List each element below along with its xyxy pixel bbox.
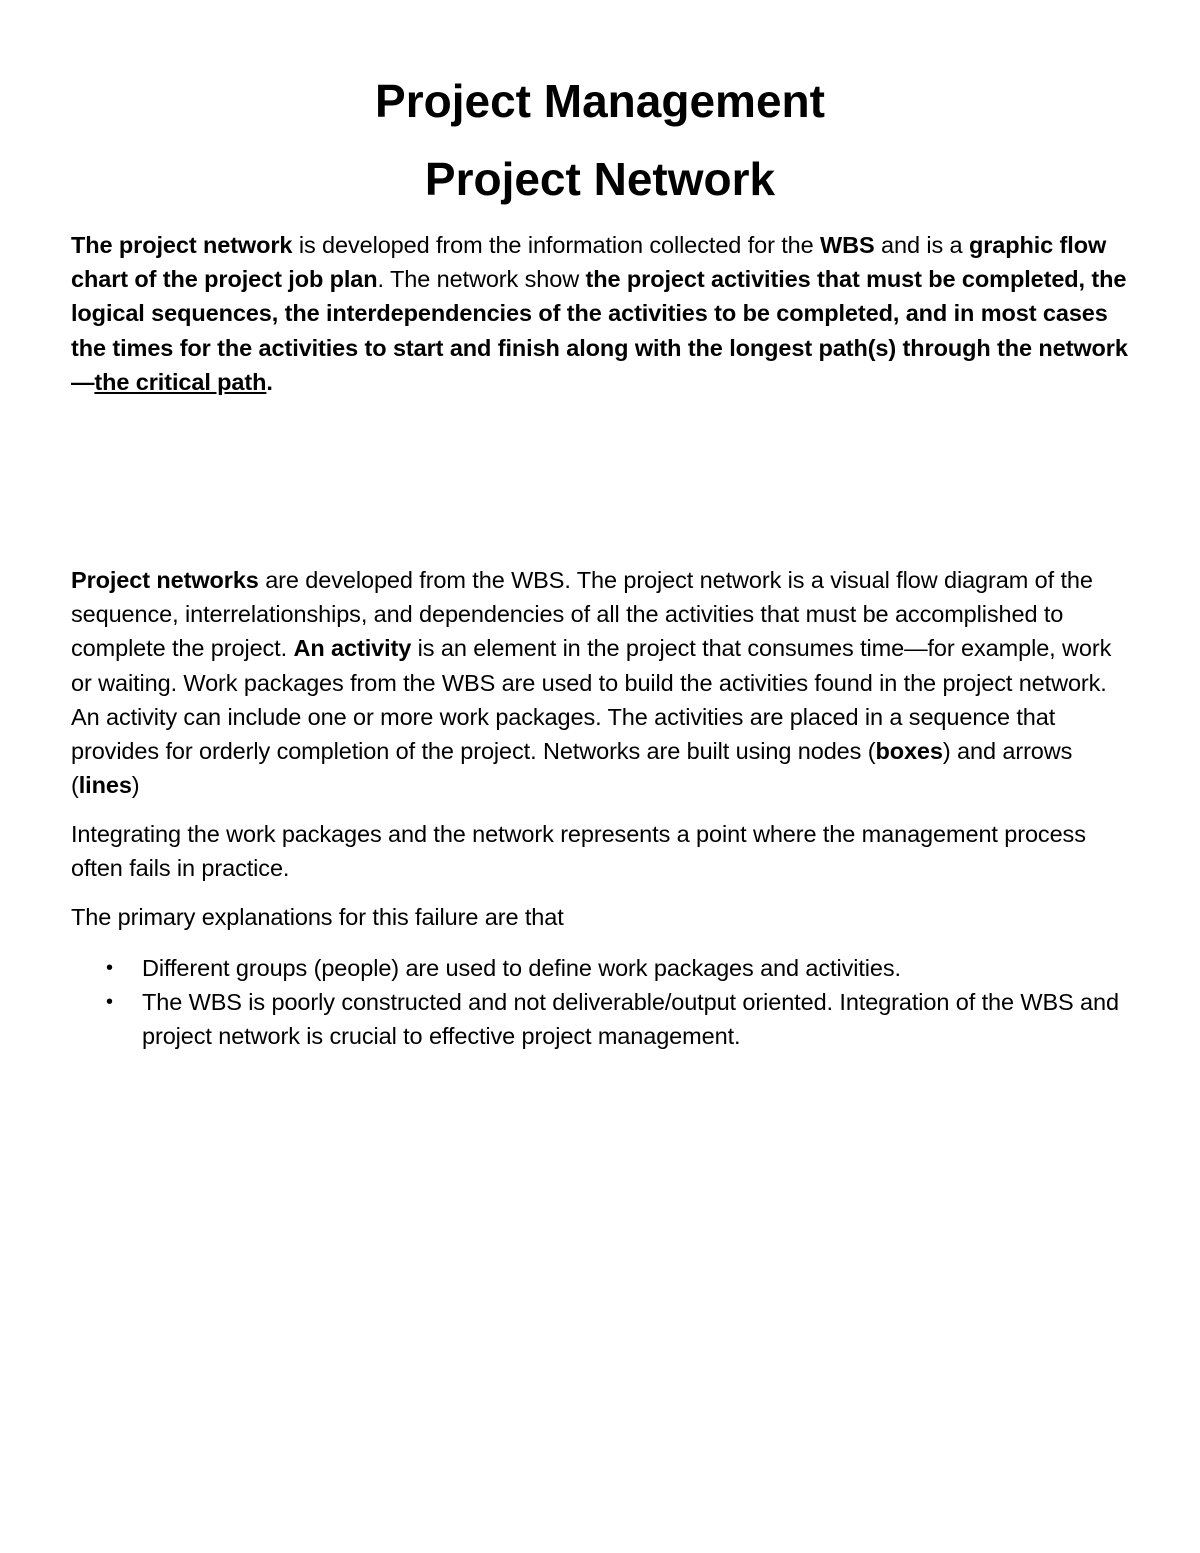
bold-phrase-graphic-flow-chart: graphic flow chart of the project job plan — [71, 232, 1107, 293]
failure-reasons-list — [71, 951, 1133, 1054]
paragraph-integration: Integrating the work packages and the network represents a point where the management process often fails in practice. — [71, 821, 1086, 882]
text-span: . The network show — [377, 266, 586, 293]
text-span: ) and arrows ( — [71, 738, 1073, 799]
paragraph-project-network-definition — [71, 228, 1133, 399]
document-subtitle: Project Network — [424, 153, 776, 205]
bold-term-an-activity: An activity — [293, 635, 412, 662]
list-item-text: Different groups (people) are used to define work packages and activities. — [142, 955, 901, 981]
text-span: and is a — [874, 232, 969, 258]
bold-term-wbs: WBS — [820, 232, 875, 258]
bold-phrase-project-activities: the project activities that must be completed, the logical sequences, the interdependencies of the activities to be completed, and in most cases the times for the activities to start and finish along with the longest path(s) through the network— — [71, 266, 1128, 395]
list-item — [71, 951, 1133, 985]
underlined-term-critical-path: the critical path — [94, 368, 267, 395]
document-title: Project Management — [375, 75, 825, 127]
bullet-icon: • — [106, 991, 113, 1014]
bold-term-lines: lines — [78, 772, 132, 799]
bold-term-boxes: boxes — [875, 738, 943, 765]
bold-term-project-network: The project network — [71, 232, 293, 258]
paragraph-failure-intro: The primary explanations for this failure are that — [71, 904, 564, 930]
text-span: are developed from the WBS. The project network is a visual flow diagram of the sequence, interrelationships, and dependencies of all the activities that must be accomplished to complete the project. — [71, 567, 1093, 662]
text-span: is developed from the information collected for the — [292, 232, 821, 258]
paragraph-project-networks — [71, 563, 1133, 802]
text-span: ) — [131, 772, 140, 799]
text-span: . — [266, 368, 273, 395]
text-span: is an element in the project that consumes time—for example, work or waiting. Work packages from the WBS are used to build the activities found in the project network. An activity can include one or more work packages. The activities are placed in a sequence that provides for orderly completion of the project. Networks are built using nodes ( — [71, 635, 1112, 765]
bullet-icon: • — [106, 957, 113, 979]
list-item-text: The WBS is poorly constructed and not deliverable/output oriented. Integration of the WBS and project network is crucial to effective project management. — [142, 989, 1119, 1050]
list-item — [71, 985, 1133, 1053]
bold-term-project-networks: Project networks — [71, 567, 259, 593]
